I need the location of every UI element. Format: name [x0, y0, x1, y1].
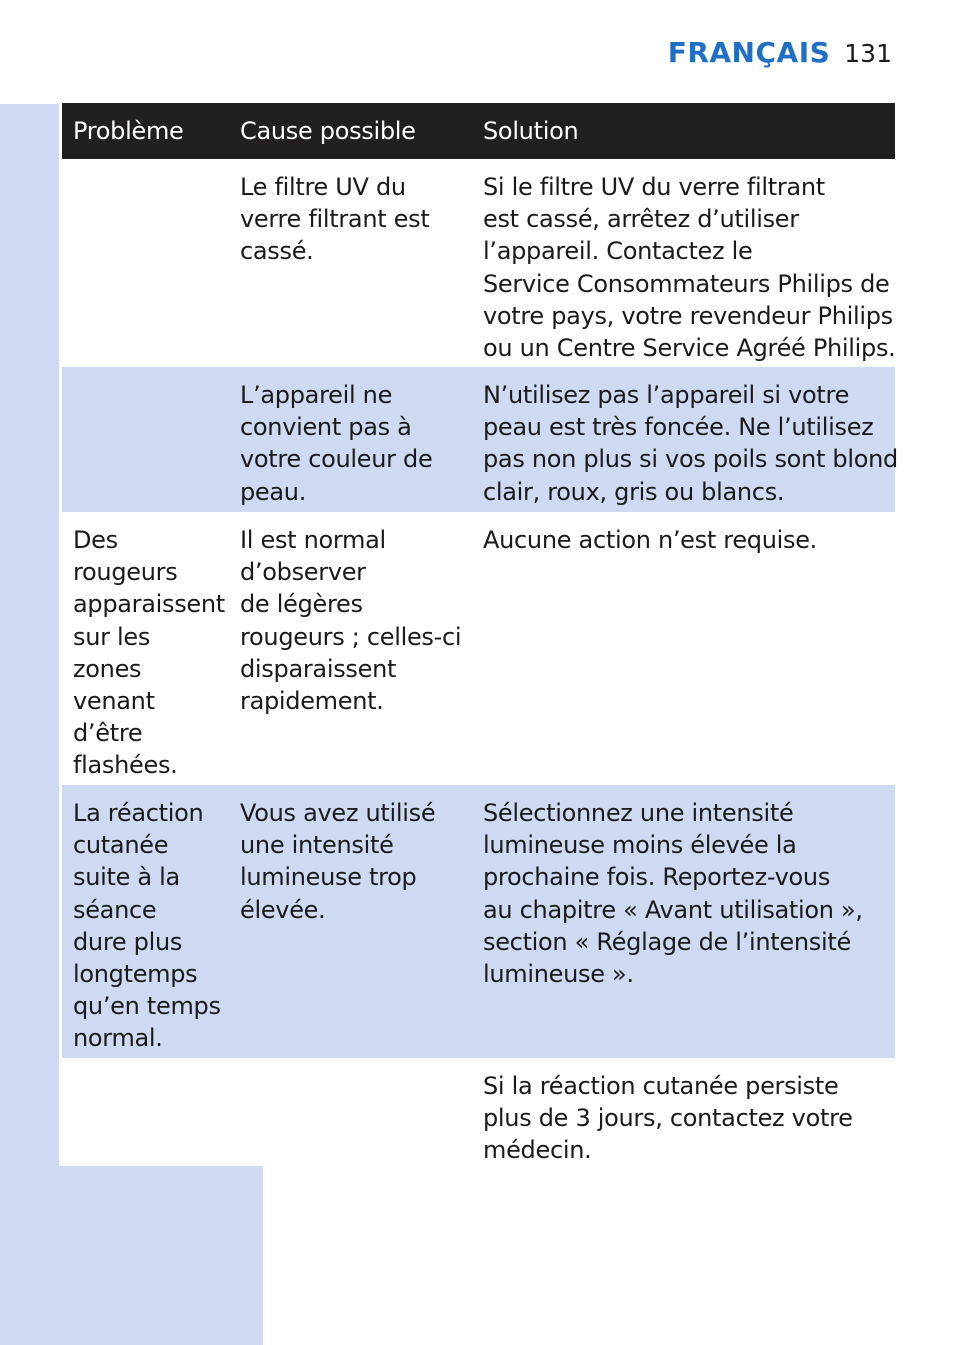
solution-cell	[472, 159, 895, 367]
column-header-cause: Cause possible	[240, 117, 416, 145]
page-number: 131	[844, 39, 892, 68]
solution-text-line: au chapitre « Avant utilisation »,	[483, 895, 863, 924]
solution-text-line: Aucune action n’est requise.	[483, 526, 818, 554]
cause-text-line: Vous avez utilisé	[240, 799, 436, 827]
cause-cell	[229, 159, 472, 367]
problem-text-line: normal.	[73, 1024, 163, 1053]
language-title: FRANÇAIS	[667, 36, 831, 69]
problem-cell	[62, 512, 229, 785]
problem-text-line: flashées.	[73, 751, 178, 780]
solution-text-line: clair, roux, gris ou blancs.	[483, 477, 785, 506]
problem-text-line: Des	[73, 526, 118, 554]
problem-text-line: qu’en temps	[73, 992, 221, 1021]
solution-text-line: l’appareil. Contactez le	[483, 237, 753, 266]
cause-text-line: disparaissent	[240, 654, 397, 683]
solution-text-line: Sélectionnez une intensité	[483, 799, 794, 827]
problem-text-line: d’être	[73, 719, 143, 748]
problem-cell	[62, 1058, 229, 1168]
table-row	[62, 785, 895, 1058]
cause-cell	[229, 367, 472, 512]
solution-text-line: ou un Centre Service Agréé Philips.	[483, 334, 896, 363]
problem-text-line: apparaissent	[73, 590, 225, 619]
problem-text-line: suite à la	[73, 863, 180, 892]
problem-text-line: sur les	[73, 622, 151, 651]
table-row	[62, 367, 898, 512]
solution-text-line: section « Réglage de l’intensité	[483, 927, 851, 956]
cause-text-line: une intensité	[240, 831, 394, 860]
troubleshooting-table	[62, 103, 898, 1168]
cause-cell	[229, 512, 472, 785]
cause-text-line: peau.	[240, 477, 307, 506]
cause-text-line: lumineuse trop	[240, 863, 417, 892]
cause-text-line: convient pas à	[240, 413, 412, 442]
side-color-band	[0, 104, 59, 1345]
solution-cell	[472, 512, 895, 785]
problem-text-line: dure plus	[73, 927, 183, 956]
problem-text-line: cutanée	[73, 831, 169, 860]
cause-text-line: d’observer	[240, 558, 366, 587]
solution-text-line: pas non plus si vos poils sont blond	[483, 445, 898, 474]
cause-text-line: Le filtre UV du	[240, 173, 406, 201]
cause-text-line: L’appareil ne	[240, 381, 393, 409]
solution-text-line: prochaine fois. Reportez-vous	[483, 863, 831, 892]
cause-text-line: votre couleur de	[240, 445, 433, 474]
solution-text-line: lumineuse moins élevée la	[483, 831, 797, 860]
problem-cell	[62, 159, 229, 367]
problem-text-line: rougeurs	[73, 558, 178, 587]
cause-cell	[229, 1058, 472, 1168]
solution-text-line: lumineuse ».	[483, 960, 634, 989]
solution-cell	[472, 1058, 895, 1168]
solution-text-line: votre pays, votre revendeur Philips	[483, 301, 893, 330]
bottom-color-band	[59, 1166, 263, 1345]
column-header-solution: Solution	[483, 117, 579, 145]
problem-text-line: La réaction	[73, 799, 204, 827]
table-row	[62, 512, 895, 785]
cause-text-line: verre filtrant est	[240, 205, 430, 234]
solution-text-line: N’utilisez pas l’appareil si votre	[483, 381, 850, 409]
cause-cell	[229, 785, 472, 1058]
table-row	[62, 1058, 895, 1168]
column-header-problem: Problème	[73, 117, 184, 145]
solution-text-line: peau est très foncée. Ne l’utilisez	[483, 413, 874, 442]
problem-text-line: longtemps	[73, 960, 198, 989]
solution-text-line: est cassé, arrêtez d’utiliser	[483, 205, 799, 234]
problem-text-line: zones	[73, 654, 142, 683]
solution-cell	[472, 785, 895, 1058]
solution-text-line: plus de 3 jours, contactez votre	[483, 1104, 853, 1133]
problem-cell	[62, 367, 229, 512]
page-header	[668, 36, 892, 69]
cause-text-line: cassé.	[240, 237, 314, 266]
cause-text-line: de légères	[240, 590, 363, 619]
table-row	[62, 159, 895, 367]
solution-text-line: médecin.	[483, 1136, 592, 1165]
problem-text-line: venant	[73, 687, 155, 716]
problem-cell	[62, 785, 229, 1058]
solution-cell	[472, 367, 898, 512]
solution-text-line: Si la réaction cutanée persiste	[483, 1072, 839, 1100]
solution-text-line: Si le filtre UV du verre filtrant	[483, 173, 825, 201]
cause-text-line: rougeurs ; celles-ci	[240, 622, 462, 651]
cause-text-line: élevée.	[240, 895, 326, 924]
cause-text-line: Il est normal	[240, 526, 386, 554]
problem-text-line: séance	[73, 895, 157, 924]
cause-text-line: rapidement.	[240, 687, 384, 716]
solution-text-line: Service Consommateurs Philips de	[483, 269, 890, 298]
table-header-row	[62, 103, 895, 159]
